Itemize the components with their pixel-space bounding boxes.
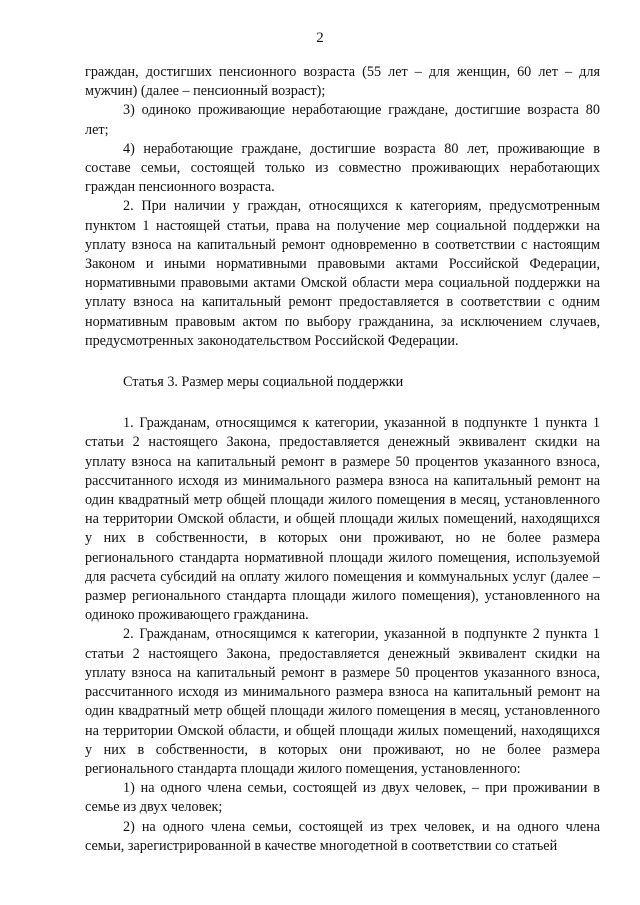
paragraph-item-4: 4) неработающие граждане, достигшие возраста 80 лет, проживающие в составе семьи, состоящей только из совместно проживающих неработающих граждан пенсионного возраста. (85, 140, 600, 196)
paragraph-item-3: 3) одиноко проживающие неработающие граждане, достигшие возраста 80 лет; (85, 102, 600, 138)
article-3-heading: Статья 3. Размер меры социальной поддержки (123, 374, 404, 391)
paragraph-subitem-2: 2) на одного члена семьи, состоящей из трех человек, и на одного члена семьи, зарегистрированной в качестве многодетной в соответствии со статьей (85, 818, 600, 854)
paragraph-subitem-1: 1) на одного члена семьи, состоящей из двух человек, – при проживании в семье из двух человек; (85, 780, 600, 816)
paragraph-article3-point1: 1. Гражданам, относящимся к категории, указанной в подпункте 1 пункта 1 статьи 2 настоящего Закона, предоставляется денежный эквивалент скидки на уплату взноса на капитальный ремонт в размере 50 процентов указанного взноса, рассчитанного исходя из минимального размера взноса на капитальный ремонт на один квадратный метр общей площади жилого помещения в месяц, установленного на территории Омской области, и общей площади жилых помещений, находящихся у них в собственности, в которых они проживают, но не более размера регионального стандарта нормативной площади жилого помещения, используемой для расчета субсидий на оплату жилого помещения и коммунальных услуг (далее – размер регионального стандарта площади жилого помещения), установленного на одиноко проживающего гражданина. (85, 415, 600, 624)
page-number: 2 (316, 30, 324, 46)
paragraph-article3-point2: 2. Гражданам, относящимся к категории, указанной в подпункте 2 пункта 1 статьи 2 настоящего Закона, предоставляется денежный эквивалент скидки на уплату взноса на капитальный ремонт в размере 50 процентов указанного взноса, рассчитанного исходя из минимального размера взноса на капитальный ремонт на один квадратный метр общей площади жилого помещения в месяц, установленного на территории Омской области, и общей площади жилых помещений, находящихся у них в собственности, в которых они проживают, но не более размера регионального стандарта площади жилого помещения, установленного: (85, 626, 600, 777)
paragraph-article2-point2: 2. При наличии у граждан, относящихся к категориям, предусмотренным пунктом 1 настоящей статьи, права на получение мер социальной поддержки на уплату взноса на капитальный ремонт одновременно в соответствии с настоящим Законом и иными нормативными правовыми актами Российской Федерации, нормативными правовыми актами Омской области мера социальной поддержки на уплату взноса на капитальный ремонт предоставляется в соответствии с одним нормативным правовым актом по выбору гражданина, за исключением случаев, предусмотренных законодательством Российской Федерации. (85, 198, 600, 349)
paragraph-pension-age: граждан, достигших пенсионного возраста (55 лет – для женщин, 60 лет – для мужчин) (далее – пенсионный возраст); (85, 64, 600, 100)
document-body (85, 63, 600, 856)
